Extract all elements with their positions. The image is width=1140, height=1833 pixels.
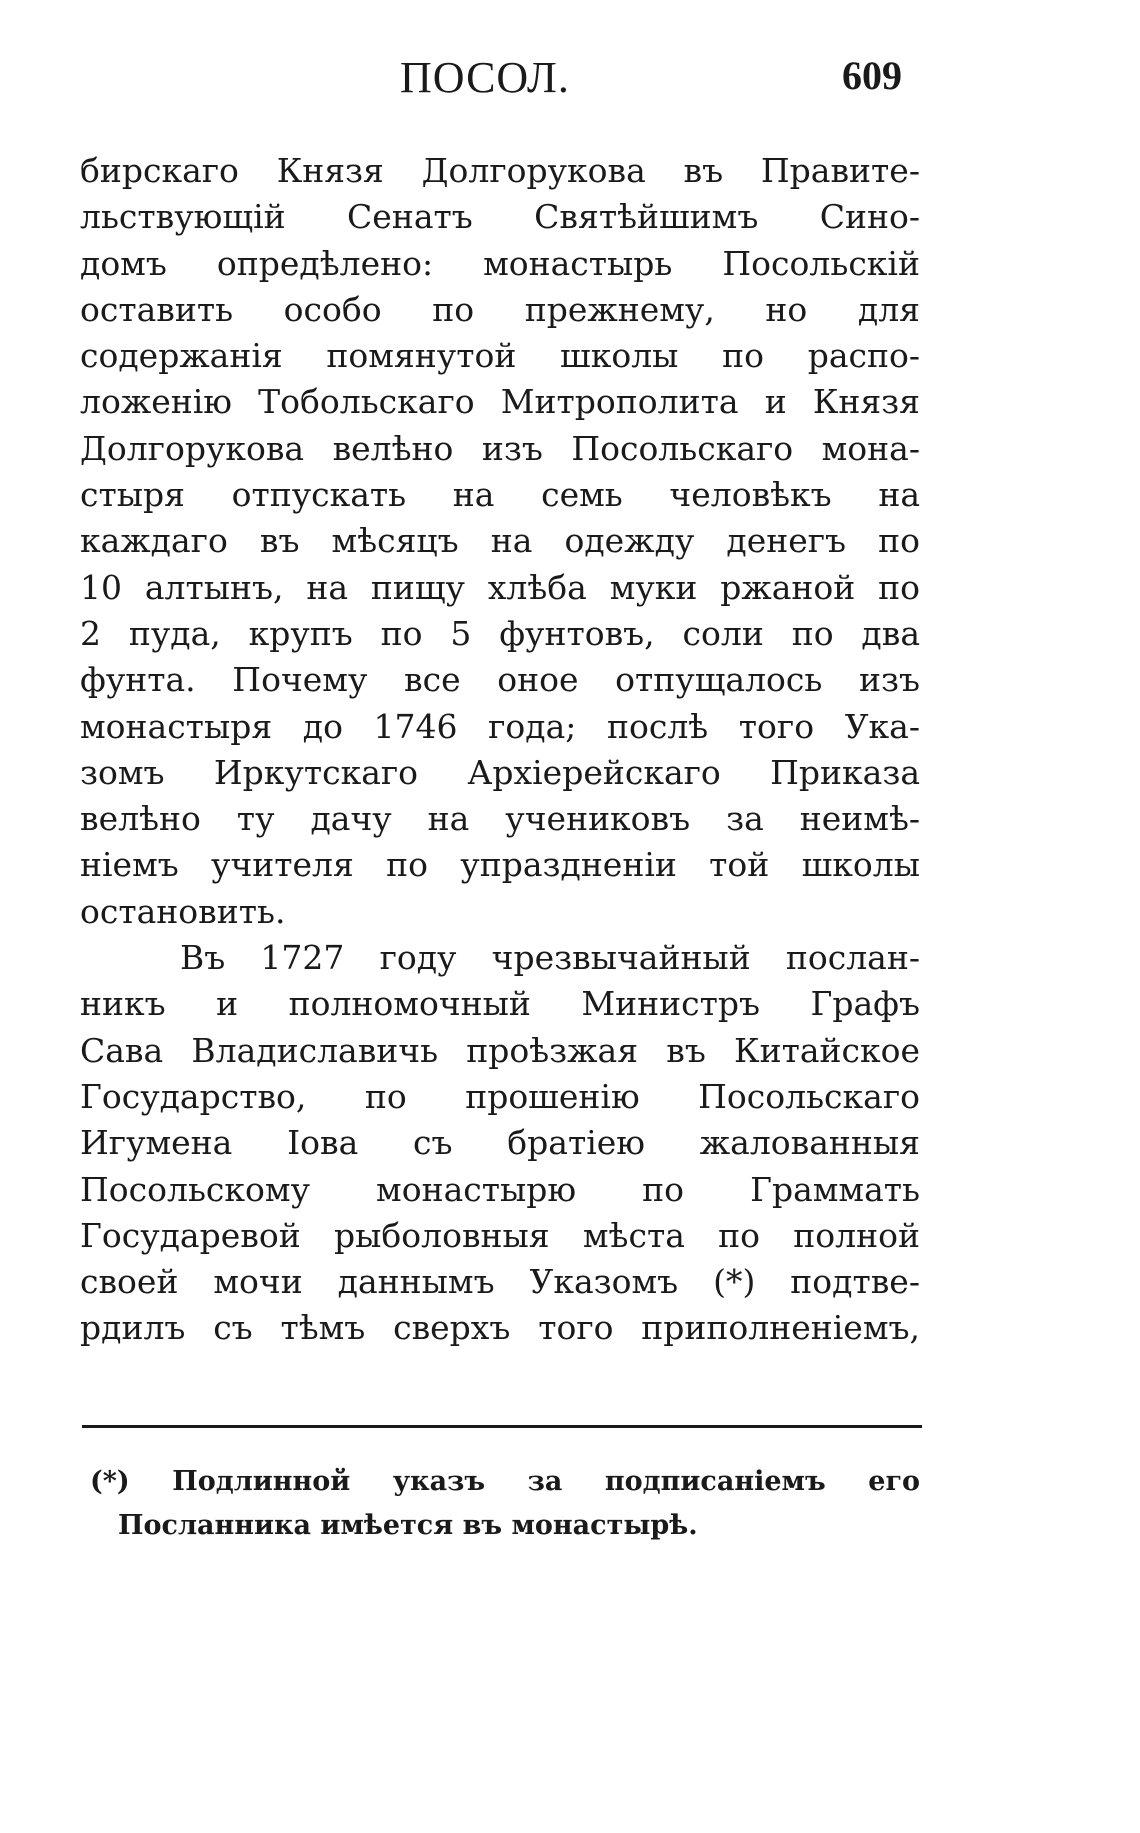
footnote-line: (*) Подлинной указъ за подписаніемъ его bbox=[90, 1466, 920, 1497]
text-line: остановить. bbox=[80, 891, 286, 931]
text-line: велѣно ту дачу на учениковъ за неимѣ- bbox=[80, 799, 920, 839]
text-line: Государство, по прошенію Посольскаго bbox=[80, 1076, 920, 1116]
text-line: своей мочи даннымъ Указомъ (*) подтве- bbox=[80, 1262, 920, 1302]
text-line: оставить особо по прежнему, но для bbox=[80, 289, 920, 329]
text-line: монастыря до 1746 года; послѣ того Ука- bbox=[80, 706, 920, 746]
text-line: рдилъ съ тѣмъ сверхъ того приполненіемъ, bbox=[80, 1308, 920, 1348]
text-line: ніемъ учителя по упраздненіи той школы bbox=[80, 845, 920, 885]
text-line: каждаго въ мѣсяцъ на одежду денегъ по bbox=[80, 521, 920, 561]
body-text bbox=[80, 148, 920, 1352]
text-line: Государевой рыболовныя мѣста по полной bbox=[80, 1215, 920, 1255]
footnote bbox=[90, 1460, 920, 1548]
running-head: ПОСОЛ. bbox=[400, 53, 570, 102]
text-line: Долгорукова велѣно изъ Посольскаго мона- bbox=[80, 428, 920, 468]
text-line: домъ опредѣлено: монастырь Посольскій bbox=[80, 243, 920, 283]
page-number: 609 bbox=[842, 53, 902, 98]
footnote-rule bbox=[82, 1425, 922, 1428]
paragraph-start-line: Въ 1727 году чрезвычайный послан- bbox=[180, 938, 920, 978]
text-line: льствующій Сенатъ Святѣйшимъ Сино- bbox=[80, 197, 920, 237]
text-line: содержанія помянутой школы по распо- bbox=[80, 336, 920, 376]
text-line: Игумена Іова съ братіею жалованныя bbox=[80, 1123, 920, 1163]
text-line: никъ и полномочный Министръ Графъ bbox=[80, 984, 920, 1024]
footnote-line: Посланника имѣется въ монастырѣ. bbox=[118, 1510, 698, 1541]
text-line: фунта. Почему все оное отпущалось изъ bbox=[80, 660, 920, 700]
text-line: стыря отпускать на семь человѣкъ на bbox=[80, 475, 920, 515]
text-line: Сава Владиславичь проѣзжая въ Китайское bbox=[80, 1030, 920, 1070]
text-line: 2 пуда, крупъ по 5 фунтовъ, соли по два bbox=[80, 613, 920, 653]
text-line: зомъ Иркутскаго Архіерейскаго Приказа bbox=[80, 752, 920, 792]
text-line: 10 алтынъ, на пищу хлѣба муки ржаной по bbox=[80, 567, 920, 607]
text-line: Посольскому монастырю по Граммать bbox=[80, 1169, 920, 1209]
text-line: ложенію Тобольскаго Митрополита и Князя bbox=[80, 382, 920, 422]
text-line: бирскаго Князя Долгорукова въ Правите- bbox=[80, 151, 920, 190]
